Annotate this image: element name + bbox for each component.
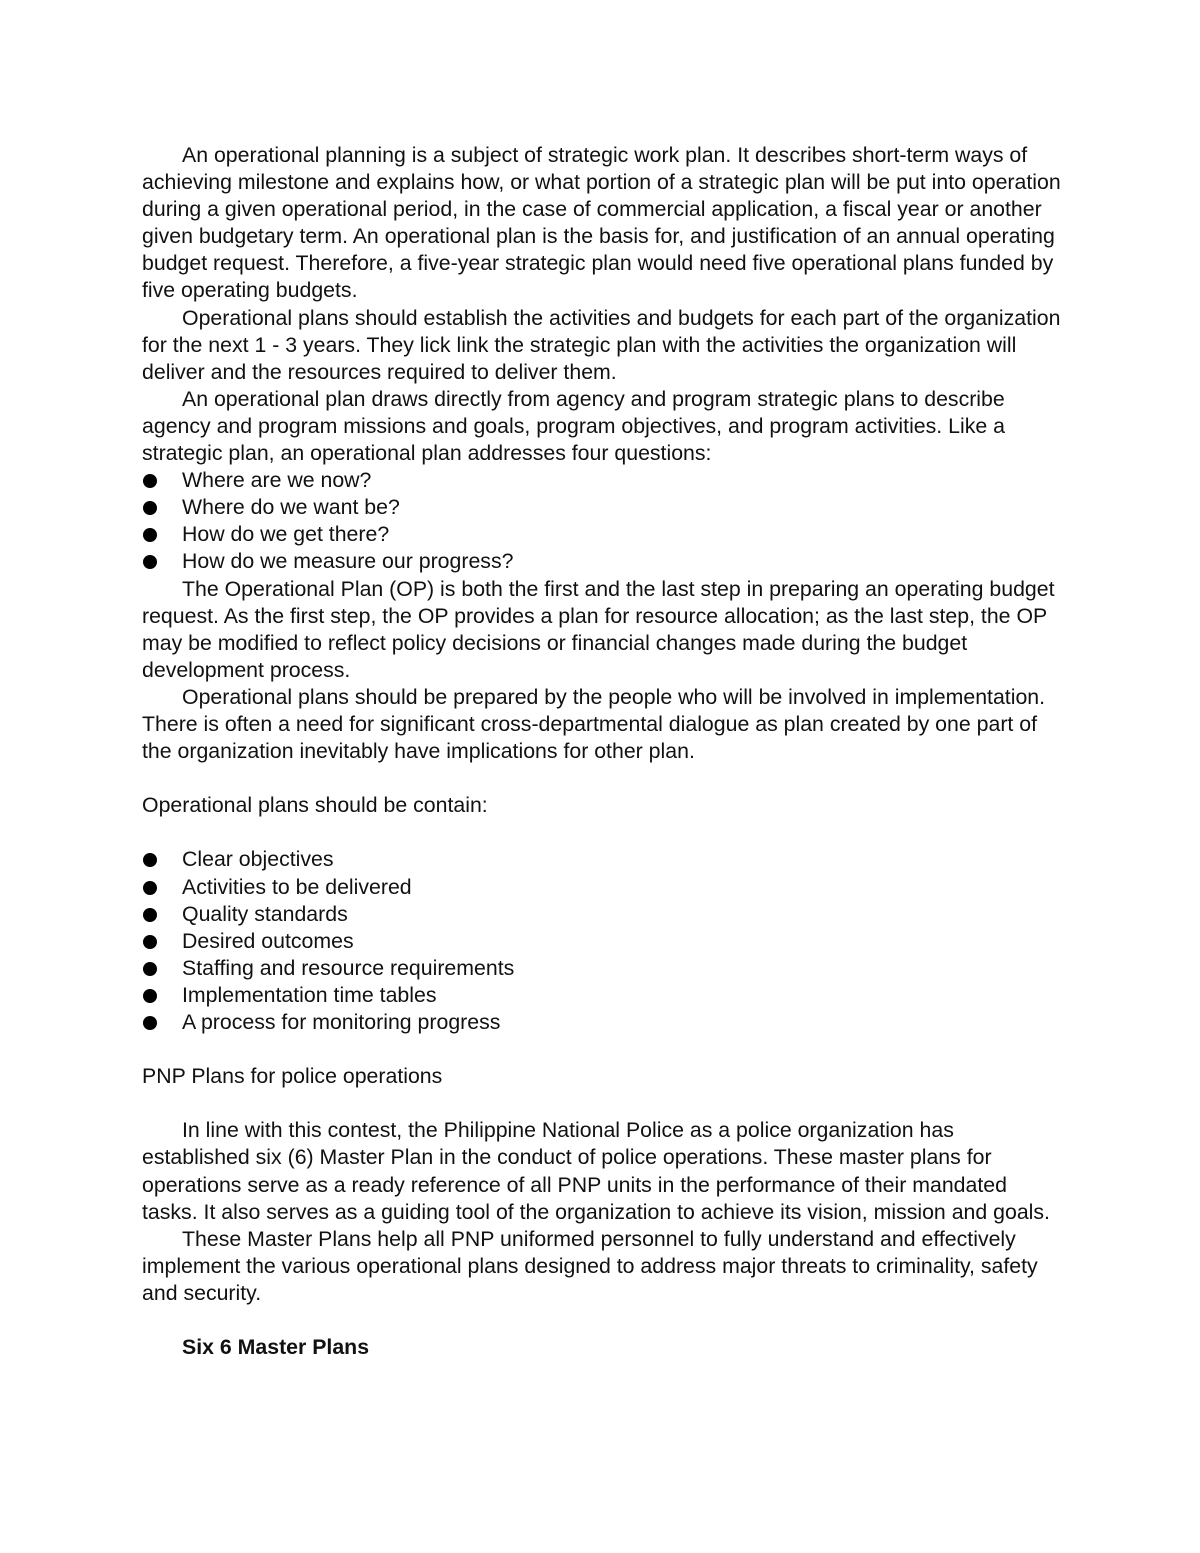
paragraph-pnp-master-plans: In line with this contest, the Philippine National Police as a police organization has established six (6) Master Plan in the conduct of police operations. These master plans for operations serve as a ready reference of all PNP units in the performance of their mandated tasks. It also serves as a guiding tool of the organization to achieve its vision, mission and goals. bbox=[142, 1118, 1050, 1224]
list-item: How do we measure our progress? bbox=[142, 548, 1067, 575]
paragraph-prepared-by-people: Operational plans should be prepared by the people who will be involved in implementation. There is often a need for significant cross-departmental dialogue as plan created by one part of the organization inevitably have implications for other plan. bbox=[142, 684, 1046, 764]
paragraph-master-plans-help: These Master Plans help all PNP uniformed personnel to fully understand and effectively implement the various operational plans designed to address major threats to criminality, safety and security. bbox=[142, 1226, 1038, 1305]
list-item: Activities to be delivered bbox=[142, 874, 1067, 901]
spacer bbox=[142, 1090, 1067, 1117]
bullet-icon bbox=[143, 935, 157, 949]
master-plans-heading: Six 6 Master Plans bbox=[182, 1335, 370, 1360]
list-item: Clear objectives bbox=[142, 846, 1067, 873]
list-item: Staffing and resource requirements bbox=[142, 955, 1067, 982]
list-item: Where are we now? bbox=[142, 467, 1067, 494]
contain-intro: Operational plans should be contain: bbox=[142, 793, 488, 818]
document-page bbox=[142, 142, 1067, 1361]
bullet-icon bbox=[143, 962, 157, 976]
bullet-icon bbox=[143, 881, 157, 895]
bullet-icon bbox=[143, 989, 157, 1003]
bullet-icon bbox=[143, 908, 157, 922]
list-item: A process for monitoring progress bbox=[142, 1009, 1067, 1036]
bullet-icon bbox=[143, 474, 157, 488]
list-item: Implementation time tables bbox=[142, 982, 1067, 1009]
bullet-icon bbox=[143, 1016, 157, 1030]
spacer bbox=[142, 1036, 1067, 1063]
bullet-icon bbox=[143, 528, 157, 542]
bullet-icon bbox=[143, 853, 157, 867]
bullet-icon bbox=[143, 501, 157, 515]
paragraph-operational-plan-draws: An operational plan draws directly from agency and program strategic plans to describe agency and program missions and goals, program objectives, and program activities. Like a strategic plan, an operational plan addresses four questions: bbox=[142, 386, 1005, 466]
list-item: Where do we want be? bbox=[142, 494, 1067, 521]
list-item: How do we get there? bbox=[142, 521, 1067, 548]
paragraph-op-first-last-step: The Operational Plan (OP) is both the first and the last step in preparing an operating budget request. As the first step, the OP provides a plan for resource allocation; as the last step, the OP may be modified to reflect policy decisions or financial changes made during the budget development process. bbox=[142, 576, 1055, 682]
list-item: Desired outcomes bbox=[142, 928, 1067, 955]
list-item: Quality standards bbox=[142, 901, 1067, 928]
bullet-icon bbox=[143, 555, 157, 569]
questions-list bbox=[142, 467, 1067, 575]
contain-list bbox=[142, 846, 1067, 1036]
spacer bbox=[142, 765, 1067, 792]
spacer bbox=[142, 1307, 1067, 1334]
spacer bbox=[142, 819, 1067, 846]
pnp-section-title: PNP Plans for police operations bbox=[142, 1064, 443, 1089]
paragraph-operational-plans-establish: Operational plans should establish the activities and budgets for each part of the organization for the next 1 - 3 years. They lick link the strategic plan with the activities the organization will deliver and the resources required to deliver them. bbox=[142, 305, 1061, 384]
paragraph-operational-planning: An operational planning is a subject of strategic work plan. It describes short-term ways of achieving milestone and explains how, or what portion of a strategic plan will be put into operation during a given operational period, in the case of commercial application, a fiscal year or another given budgetary term. An operational plan is the basis for, and justification of an annual operating budget request. Therefore, a five-year strategic plan would need five operational plans funded by five operating budgets. bbox=[142, 143, 1061, 303]
